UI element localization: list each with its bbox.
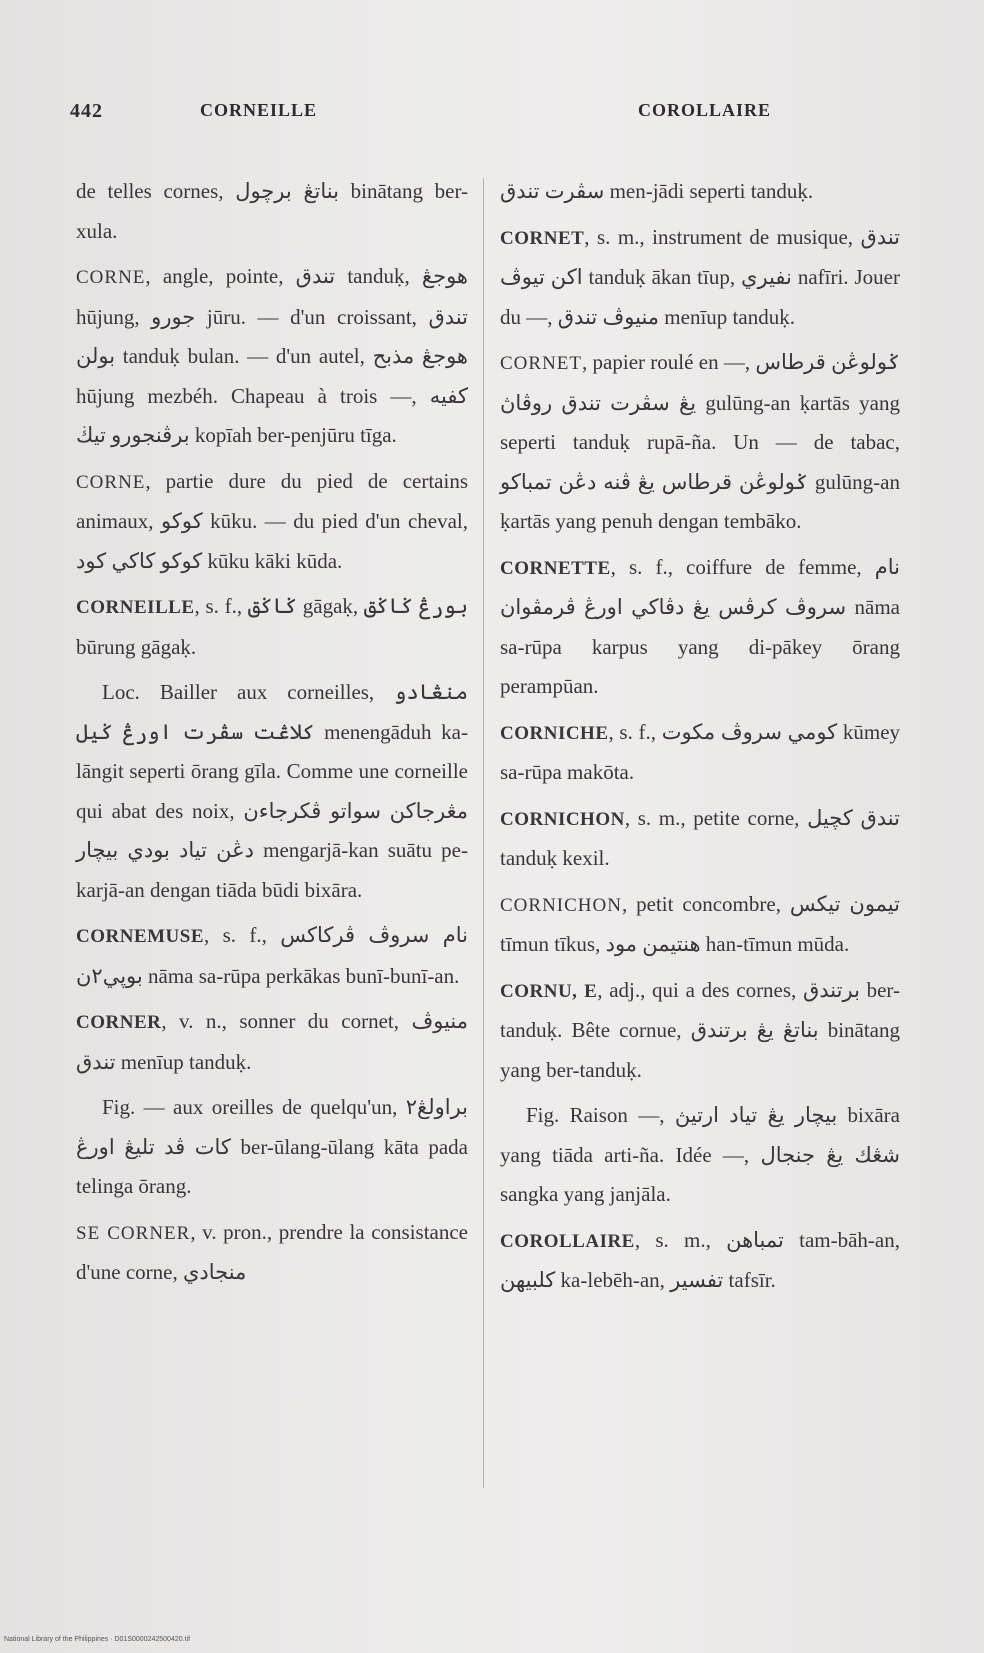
entry-text: , s. m., instrument de musique, تندق اكن تيوڤ tanduḳ ākan tīup, نفيري nafīri. Jouer du —, منيوڤ تندق menīup tanduḳ.	[500, 224, 900, 329]
page-number: 442	[70, 100, 103, 122]
scan-footer: National Library of the Philippines · D01S0000242500420.tif	[4, 1636, 191, 1643]
entry-headword: CORNET	[500, 227, 585, 249]
entry-headword: CORNETTE	[500, 557, 611, 579]
dictionary-entry	[76, 1213, 468, 1293]
entry-headword: SE CORNER	[76, 1222, 191, 1244]
entry-text: سڤرت تندق men-jādi seperti tanduḳ.	[500, 179, 814, 203]
entry-headword: CORNEILLE	[76, 597, 195, 618]
entry-text: , s. f., نام سروڤ ڤركاكس بوڽي٢ن nāma sa-rūpa perkākas bunī-bunī-an.	[76, 923, 468, 988]
entry-headword: CORNET	[500, 353, 582, 374]
entry-text: Loc. Bailler aux corneilles, منڠادو كلاڠت سڤرت اورڠ ݢيل menengāduh ka-lāngit seperti ōrang gīla. Comme une corneille qui abat des noix, مڠرجاكن سواتو ڤكرجاءن دڠن تياد بودي بيچار mengarjā-kan suātu pe-karjā-an dengan tiāda būdi bixāra.	[76, 680, 468, 902]
entry-text: Fig. — aux oreilles de quelqu'un, براولڠ٢ كات ڤد تليڠ اورڠ ber-ūlang-ūlang kāta pada telinga ōrang.	[76, 1095, 468, 1198]
entry-headword: CORNICHE	[500, 722, 609, 744]
dictionary-entry	[500, 713, 900, 793]
entry-headword: CORNEMUSE	[76, 926, 205, 947]
right-column	[500, 172, 900, 1307]
dictionary-entry	[76, 916, 468, 996]
entry-text: , v. n., sonner du cornet, منيوڤ تندق menīup tanduḳ.	[76, 1009, 468, 1074]
dictionary-entry	[500, 218, 900, 338]
dictionary-entry	[76, 172, 468, 251]
entry-text: , v. pron., prendre la consistance d'une corne, منجادي	[76, 1219, 468, 1284]
dictionary-entry	[76, 587, 468, 667]
entry-headword: CORNER	[76, 1012, 162, 1033]
entry-headword: CORNICHON	[500, 894, 622, 916]
entry-text: , adj., qui a des cornes, برتندق ber-tanduḳ. Bête cornue, بناتڠ يڠ برتندق binātang yang ber-tanduḳ.	[500, 977, 900, 1082]
entry-text: , s. f., كومي سروڤ مكوت kūmey sa-rūpa makōta.	[500, 719, 901, 784]
entry-text: Fig. Raison —, بيچار يڠ تياد ارتيڽ bixāra yang tiāda arti-ña. Idée —, شڠك يڠ جنجال sangka yang janjāla.	[500, 1103, 900, 1206]
running-header	[70, 100, 920, 130]
dictionary-entry	[76, 1088, 468, 1207]
dictionary-entry	[500, 172, 900, 212]
dictionary-entry	[500, 1096, 900, 1215]
dictionary-entry	[76, 257, 468, 456]
entry-text: , partie dure du pied de certains animaux, كوكو kūku. — du pied d'un cheval, كوكو كاكي كود kūku kāki kūda.	[76, 468, 468, 573]
dictionary-entry	[500, 548, 900, 707]
entry-headword: CORNU, E	[500, 980, 598, 1002]
entry-text: de telles cornes, بناتڠ برچول binātang ber-xula.	[76, 179, 469, 243]
entry-headword: CORNE	[76, 267, 146, 288]
left-running-headword: CORNEILLE	[200, 100, 318, 120]
left-column	[76, 172, 468, 1299]
right-running-headword: COROLLAIRE	[638, 100, 772, 120]
dictionary-entry	[76, 673, 468, 910]
entry-text: , s. m., تمباهن tam-bāh-an, كلبيهن ka-lebēh-an, تفسير tafsīr.	[500, 1227, 900, 1292]
entry-text: , s. f., ݢاݢق gāgaḳ, بورڠ ݢاݢق būrung gāgaḳ.	[76, 594, 469, 659]
entry-headword: COROLLAIRE	[500, 1230, 635, 1252]
dictionary-entry	[500, 799, 900, 879]
dictionary-entry	[500, 971, 900, 1091]
dictionary-entry	[500, 1221, 900, 1301]
dictionary-entry	[500, 343, 900, 542]
entry-text: , s. m., petite corne, تندق كچيل tanduḳ kexil.	[500, 805, 900, 870]
column-divider	[483, 178, 484, 1488]
entry-headword: CORNICHON	[500, 808, 625, 830]
entry-text: , s. f., coiffure de femme, نام سروڤ كرڤس يڠ دڤاكي اورڠ ڤرمڤوان nāma sa-rūpa karpus yang di-pākey ōrang perampūan.	[500, 554, 900, 698]
dictionary-entry	[76, 1002, 468, 1082]
entry-text: , angle, pointe, تندق tanduḳ, هوجڠ hūjung, جورو jūru. — d'un croissant, تندق بولن tanduḳ bulan. — d'un autel, هوجڠ مذبح hūjung mezbéh. Chapeau à trois —, كفيه برڤنجورو تيڬ kopīah ber-penjūru tīga.	[76, 264, 469, 447]
entry-headword: CORNE	[76, 471, 146, 493]
dictionary-entry	[500, 885, 900, 965]
entry-text: , papier roulé en —, ݢولوڠن قرطاس يڠ سڤرت تندق روڤاڽ gulūng-an ḳartās yang seperti tanduḳ rupā-ña. Un — de tabac, ݢولوڠن قرطاس يڠ ڤنه دڠن تمباكو gulūng-an ḳartās yang penuh dengan tembāko.	[500, 350, 900, 533]
dictionary-entry	[76, 462, 468, 582]
entry-text: , petit concombre, تيمون تيكس tīmun tīkus, هنتيمن مود han-tīmun mūda.	[500, 891, 900, 956]
